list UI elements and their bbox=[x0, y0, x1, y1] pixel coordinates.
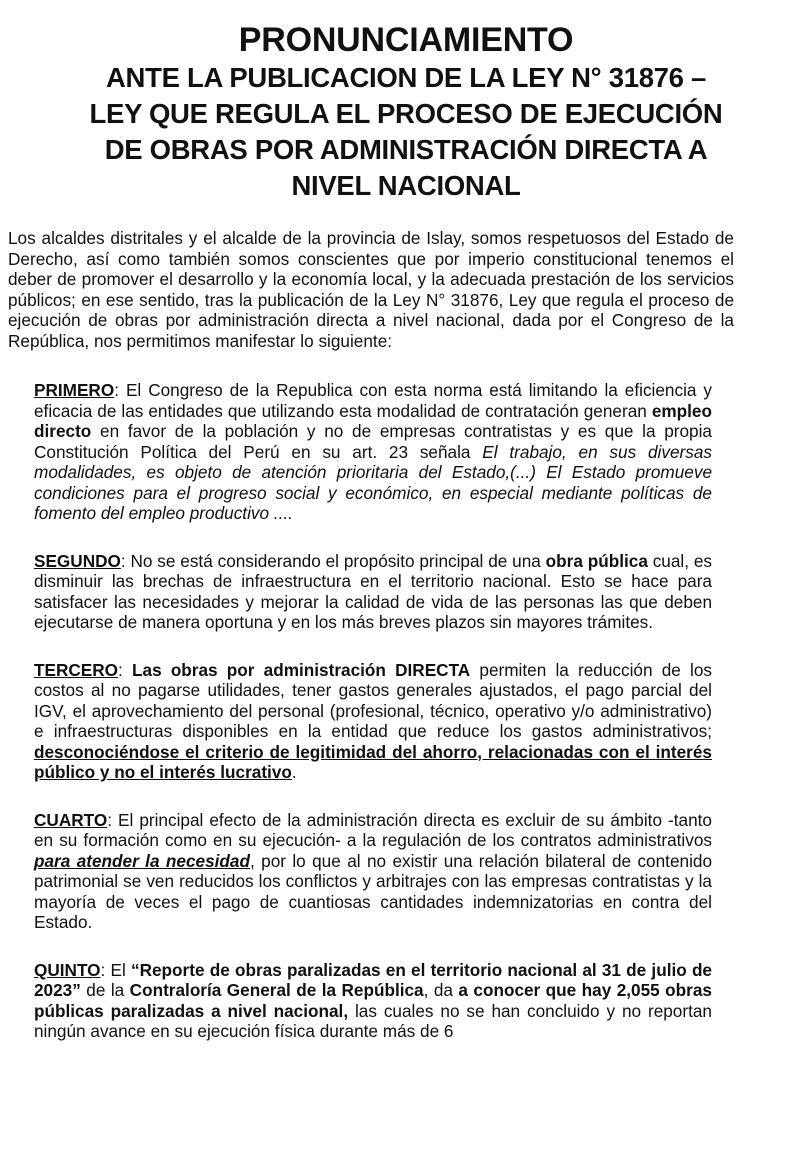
primero-bold-1: empleo directo bbox=[34, 400, 712, 441]
segundo-text-1: : No se está considerando el propósito principal de una bbox=[120, 550, 546, 571]
cuarto-text-1: : El principal efecto de la administración directa es excluir de su ámbito -tanto en su formación como en su ejecución- a la regulación de los contratos administrativos bbox=[34, 809, 712, 850]
section-label-primero: PRIMERO bbox=[34, 380, 115, 400]
segundo-text-2: cual, es disminuir las brechas de infraestructura en el territorio nacional. Esto se hace para satisfacer las necesidades y mejorar la calidad de vida de las personas las que deben ejecutarse de manera oportuna y en los más breves plazos sin mayores trámites. bbox=[34, 550, 712, 632]
subtitle-line-1: ANTE LA PUBLICACION DE LA LEY N° 31876 – bbox=[105, 62, 707, 93]
section-quinto bbox=[0, 960, 812, 1042]
quinto-text-1: : El bbox=[100, 959, 131, 980]
section-tercero bbox=[0, 660, 812, 783]
tercero-bold-1: Las obras por administración DIRECTA bbox=[132, 659, 471, 680]
section-label-segundo: SEGUNDO bbox=[34, 550, 121, 571]
segundo-bold-1: obra pública bbox=[545, 550, 648, 571]
tercero-bold-underline: desconociéndose el criterio de legitimidad del ahorro, relacionadas con el interés público y no el interés lucrativo bbox=[34, 741, 712, 782]
primero-quote: El trabajo, en sus diversas modalidades, es objeto de atención prioritaria del Estado,(...) El Estado promueve condiciones para el progreso social y económico, en especial mediante políticas de fomento del empleo productivo .... bbox=[34, 441, 712, 523]
document-title: PRONUNCIAMIENTO bbox=[238, 21, 574, 59]
cuarto-text-2: , por lo que al no existir una relación bilateral de contenido patrimonial se ven reducidos los conflictos y arbitrajes con las empresas contratistas y la mayoría de veces el pago de cuantiosas cantidades indemnizatorias en contra del Estado. bbox=[34, 850, 712, 932]
quinto-text-2: de la bbox=[80, 980, 130, 1000]
tercero-text-2: . bbox=[291, 762, 297, 782]
document-subtitle bbox=[26, 60, 786, 204]
quinto-bold-3: a conocer que hay 2,055 obras públicas paralizadas a nivel nacional, bbox=[34, 980, 712, 1021]
section-label-tercero: TERCERO bbox=[34, 659, 119, 680]
cuarto-bold-italic-underline: para atender la necesidad bbox=[34, 850, 250, 871]
subtitle-line-3: DE OBRAS POR ADMINISTRACIÓN DIRECTA A bbox=[104, 134, 708, 165]
primero-text-1: : El Congreso de la Republica con esta norma está limitando la eficiencia y eficacia de las entidades que utilizando esta modalidad de contratación generan bbox=[34, 380, 712, 421]
section-segundo bbox=[0, 551, 812, 633]
section-cuarto bbox=[0, 810, 812, 933]
quinto-bold-1: “Reporte de obras paralizadas en el territorio nacional al 31 de julio de 2023” bbox=[34, 959, 712, 1000]
quinto-bold-2: Contraloría General de la República bbox=[129, 980, 424, 1000]
section-label-quinto: QUINTO bbox=[34, 959, 101, 980]
quinto-text-4: las cuales no se han concluido y no reportan ningún avance en su ejecución física durante más de 6 bbox=[34, 1000, 712, 1041]
subtitle-line-2: LEY QUE REGULA EL PROCESO DE EJECUCIÓN bbox=[89, 98, 723, 129]
section-label-cuarto: CUARTO bbox=[34, 809, 108, 830]
quinto-text-3: , da bbox=[423, 980, 459, 1000]
primero-text-2: en favor de la población y no de empresas contratistas y es que la propia Constitución Política del Perú en su art. 23 señala bbox=[34, 421, 712, 462]
section-primero bbox=[0, 380, 812, 524]
intro-paragraph: Los alcaldes distritales y el alcalde de la provincia de Islay, somos respetuosos del Estado de Derecho, así como también somos conscientes que por imperio constitucional tenemos el deber de promover el desarrollo y la economía local, y la adecuada prestación de los servicios públicos; en ese sentido, tras la publicación de la Ley N° 31876, Ley que regula el proceso de ejecución de obras por administración directa a nivel nacional, dada por el Congreso de la República, nos permitimos manifestar lo siguiente: bbox=[8, 228, 734, 351]
tercero-text-1: permiten la reducción de los costos al no pagarse utilidades, tener gastos generales ajustados, el pago parcial del IGV, el aprovechamiento del personal (profesional, técnico, operativo y/o administrativo) e infraestructuras disponibles en la entidad que reduce los gastos administrativos; bbox=[34, 659, 712, 741]
subtitle-line-4: NIVEL NACIONAL bbox=[291, 170, 521, 201]
tercero-text-0: : bbox=[118, 659, 133, 680]
